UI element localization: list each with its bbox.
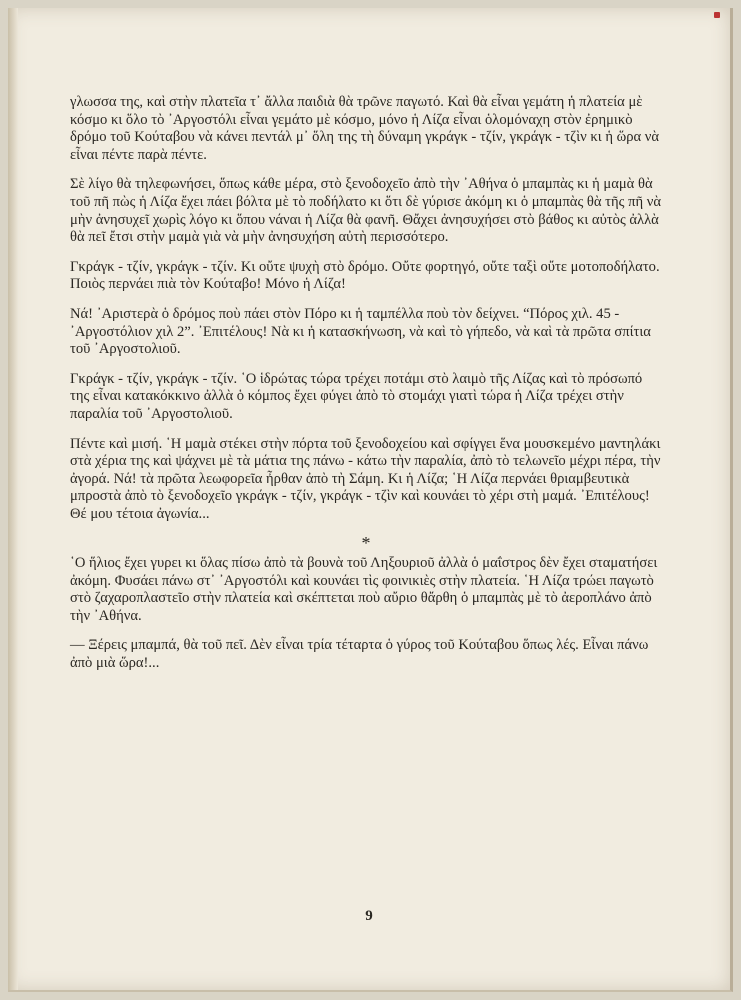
paragraph-8: — Ξέρεις μπαμπά, θὰ τοῦ πεῖ. Δὲν εἶναι τρία τέταρτα ὁ γύρος τοῦ Κούταβου ὅπως λές. Εἶναι πάνω ἀπὸ μιὰ ὥρα!...	[70, 637, 649, 672]
body-text	[70, 94, 662, 685]
corner-mark	[714, 12, 720, 18]
paragraph-1: γλωσσα της, καὶ στὴν πλατεῖα τ᾽ ἄλλα παιδιὰ θὰ τρῶνε παγωτό. Καὶ θὰ εἶναι γεμάτη ἡ πλατεία μὲ κόσμο κι ὅλο τὸ ᾽Αργοστόλι εἶναι γεμάτο μὲ κόσμο, μόνο ἡ Λίζα εἶναι ὁλομόναχη στὸν ἐρημικὸ δρόμο τοῦ Κούταβου νὰ κάνει πεντάλ μ᾽ ὅλη της τὴ δύναμη γκράγκ - τζίν, γκράγκ - τζὶν κι ἡ ὥρα νὰ εἶναι πέντε παρὰ πέντε.	[70, 94, 660, 163]
paragraph-2: Σὲ λίγο θὰ τηλεφωνήσει, ὅπως κάθε μέρα, στὸ ξενοδοχεῖο ἀπὸ τὴν ᾽Αθήνα ὁ μπαμπὰς κι ἡ μαμὰ θὰ τοῦ πῆ πὼς ἡ Λίζα ἔχει πάει βόλτα μὲ τὸ ποδήλατο κι ὅτι δὲ γύρισε ἀκόμη κι ὁ μπαμπὰς θὰ τῆς πῆ νὰ μὴν ἀνησυχεῖ χωρὶς λόγο κι ὅπου νάναι ἡ Λίζα θὰ φανῆ. Θἄχει ἀνησυχήσει στὸ βάθος κι αὐτὸς ἀλλὰ θὰ πεῖ ἔτσι στὴν μαμὰ γιὰ νὰ μὴν ἀνησυχήση αὐτὴ περισσότερο.	[70, 176, 661, 246]
paragraph-4: Νά! ᾽Αριστερὰ ὁ δρόμος ποὺ πάει στὸν Πόρο κι ἡ ταμπέλλα ποὺ τὸν δείχνει. “Πόρος χιλ. 45 - ᾽Αργοστόλιον χιλ 2”. ᾽Επιτέλους! Νὰ κι ἡ κατασκήνωση, νὰ καὶ τὸ γήπεδο, νὰ καὶ τὰ πρῶτα σπίτια τοῦ ᾽Αργοστολιοῦ.	[70, 305, 651, 358]
section-separator: *	[361, 533, 371, 554]
page-number: 9	[365, 908, 373, 924]
paragraph-3: Γκράγκ - τζίν, γκράγκ - τζίν. Κι οὔτε ψυχὴ στὸ δρόμο. Οὔτε φορτηγό, οὔτε ταξὶ οὔτε μοτοποδήλατο. Ποιὸς περνάει πιὰ τὸν Κούταβο! Μόνο ἡ Λίζα!	[70, 258, 660, 293]
paragraph-6: Πέντε καὶ μισή. ῾Η μαμὰ στέκει στὴν πόρτα τοῦ ξενοδοχείου καὶ σφίγγει ἕνα μουσκεμένο μαντηλάκι στὰ χέρια της καὶ ψάχνει μὲ τὰ μάτια της πάνω - κάτω τὴν παραλία, ἀπὸ τὸ τελωνεῖο μέχρι πέρα, τὴν ἀγορά. Νά! τὰ πρῶτα λεωφορεῖα ἦρθαν ἀπὸ τὴ Σάμη. Κι ἡ Λίζα; ῾Η Λίζα περνάει θριαμβευτικὰ μπροστὰ ἀπὸ τὸ ξενοδοχεῖο γκράγκ - τζίν, γκράγκ - τζὶν καὶ κουνάει τὸ χέρι στὴ μαμά. ᾽Επιτέλους! Θέ μου τέτοια ἀγωνία...	[70, 435, 661, 522]
paragraph-5: Γκράγκ - τζίν, γκράγκ - τζίν. ῾Ο ἱδρώτας τώρα τρέχει ποτάμι στὸ λαιμὸ τῆς Λίζας καὶ τὸ πρόσωπό της εἶναι κατακόκκινο ἀλλὰ ὁ κόμπος ἔχει φύγει ἀπὸ τὸ στομάχι γιατὶ τώρα ἡ Λίζα τρέχει στὴν παραλία τοῦ ᾽Αργοστολιοῦ.	[70, 370, 643, 422]
book-page	[8, 8, 733, 992]
paragraph-7: ῾Ο ἥλιος ἔχει γυρει κι ὅλας πίσω ἀπὸ τὰ βουνὰ τοῦ Ληξουριοῦ ἀλλὰ ὁ μαΐστρος δὲν ἔχει σταματήσει ἀκόμη. Φυσάει πάνω στ᾽ ᾽Αργοστόλι καὶ κουνάει τὶς φοινικιὲς στὴν πλατεία. ῾Η Λίζα τρώει παγωτὸ στὸ ζαχαροπλαστεῖο στὴν πλατεία καὶ σκέπτεται ποὺ αὔριο θἄρθη ὁ μπαμπὰς μὲ τὸ ἀεροπλάνο ἀπὸ τὴν ᾽Αθήνα.	[70, 555, 658, 624]
page-spine-shadow	[8, 8, 18, 990]
